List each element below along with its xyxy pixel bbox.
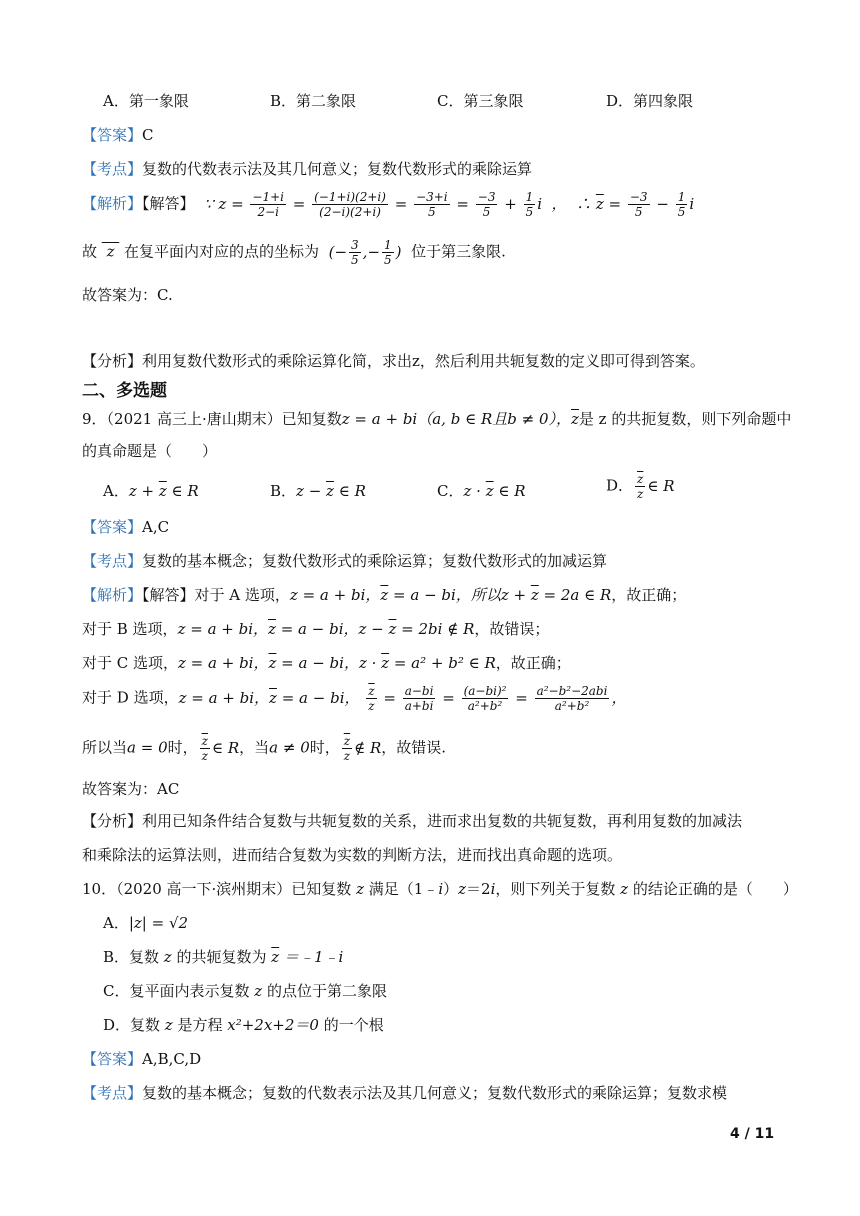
q8-point-line — [82, 238, 506, 267]
point-coord: (− $\frac{3}{5}$ ,− $\frac{1}{5}$ ) — [323, 238, 407, 267]
q8-kaodian — [82, 158, 532, 179]
text: ，故错误. — [381, 738, 447, 757]
q8-option-c: C．第三象限 — [437, 92, 524, 110]
q9-def: z = a + bi（a, b ∈ R且b ≠ 0），$\overline{z}$ — [341, 410, 579, 428]
math: a ≠ 0 — [269, 738, 310, 757]
fenxi-text: 利用已知条件结合复数与共轭复数的关系，进而求出复数的共轭复数，再利用复数的加减法 — [142, 812, 743, 830]
q9-fenxi-line1 — [82, 810, 742, 831]
label: C． — [437, 482, 464, 500]
text: 故 — [82, 242, 98, 261]
q10-kaodian — [82, 1082, 727, 1103]
q9-jiexi-line5 — [82, 734, 446, 763]
page-number: 4 / 11 — [730, 1126, 775, 1142]
math: z — [159, 948, 177, 966]
q9-option-b — [270, 480, 366, 501]
text: ，则下列关于复数 — [495, 880, 616, 898]
math: $\frac{\overline{z}}{z}$ ∉ R — [343, 734, 382, 763]
section-title: 二、多选题 — [82, 381, 167, 401]
q10-option-d — [103, 1014, 384, 1035]
q8-answer — [82, 124, 154, 145]
jieda-tag: 【解答】 — [142, 194, 195, 213]
text: 满足（1﹣ — [368, 880, 439, 898]
kaodian-tag: 【考点】 — [82, 160, 143, 178]
math: z — [351, 880, 369, 898]
answer-tag: 【答案】 — [82, 518, 143, 536]
math: z — [458, 880, 467, 898]
text: ，故错误； — [474, 620, 550, 638]
q9-fenxi-line2: 和乘除法的运算法则，进而结合复数为实数的判断方法，进而找出真命题的选项。 — [82, 846, 623, 864]
text: 的共轭复数为 — [176, 948, 267, 966]
text: B．复数 — [103, 948, 160, 966]
math: z = a + bi，$\overline{z} = a$ − bi，所以$z + \overline{z} = 2a$ ∈ R — [289, 586, 612, 604]
q10-option-c — [103, 980, 387, 1001]
label: A． — [103, 914, 129, 932]
math: i — [490, 880, 496, 898]
math: z = a + bi，$\overline{z} = a$ − bi， $\frac{\overline{z}}{z}$ = $\frac{a-bi}{a+bi}$ = $\frac{\text{(a−bi)²}}{\text{a²+b²}}$ = $\frac{\text{a²−b²−2abi}}{\text{a²+b²}}$ ， — [178, 684, 627, 713]
q8-final: 故答案为：C. — [82, 286, 173, 304]
math: |z| = √2 — [128, 914, 189, 932]
text: 的一个根 — [323, 1016, 384, 1034]
text: D．复数 — [103, 1016, 161, 1034]
math: $z - \overline{z}$ ∈ R — [296, 482, 366, 500]
q8-fenxi — [82, 350, 705, 371]
text: 对于 C 选项， — [82, 654, 179, 672]
kaodian-text: 复数的基本概念；复数的代数表示法及其几何意义；复数代数形式的乘除运算；复数求模 — [142, 1084, 728, 1102]
q9-answer — [82, 516, 169, 537]
q9-option-d — [606, 472, 675, 501]
text: 所以当 — [82, 738, 128, 757]
math: z — [160, 1016, 178, 1034]
q10-stem — [82, 878, 798, 899]
text: 9．（2021 高三上·唐山期末）已知复数 — [82, 410, 342, 428]
label: A． — [103, 482, 129, 500]
q9-jiexi-line3 — [82, 652, 571, 673]
q8-option-a: A．第一象限 — [103, 92, 189, 110]
text: ＝2 — [466, 880, 491, 898]
math: x²+2x+2＝0 — [222, 1016, 324, 1034]
text: ，故正确； — [495, 654, 571, 672]
q9-jiexi-line1 — [82, 584, 686, 605]
text: 对于 A 选项， — [194, 586, 290, 604]
fenxi-text: 利用复数代数形式的乘除运算化简，求出z，然后利用共轭复数的定义即可得到答案。 — [142, 352, 705, 370]
q8-formula: ∵ z = $\frac{-1+i}{2-i}$ = $\frac{(-1+i)(2+i)}{(2-i)(2+i)}$ = $\frac{-3+i}{5}$ = $\frac{-3}{5}$ + $\frac{1}{5}$ i ， ∴ $\overline{z}$ = $\frac{-3}{5}$ − $\frac{1}{5}$ i — [199, 190, 695, 219]
math: $\overline{z}$ ＝﹣1﹣i — [271, 948, 344, 966]
text: ，故正确； — [611, 586, 687, 604]
text: 对于 D 选项， — [82, 688, 179, 707]
text: 的点位于第二象限 — [266, 982, 387, 1000]
answer-value: A,C — [142, 518, 170, 536]
math: $\frac{\overline{z}}{z}$ ∈ R — [637, 472, 675, 501]
kaodian-tag: 【考点】 — [82, 552, 143, 570]
text: ，当 — [239, 738, 270, 757]
label: D． — [606, 476, 634, 495]
text: 位于第三象限. — [411, 242, 506, 261]
label: B． — [270, 482, 297, 500]
text: 是方程 — [177, 1016, 223, 1034]
q8-option-b: B．第二象限 — [270, 92, 357, 110]
q9-jiexi-line2 — [82, 618, 549, 639]
text: 时， — [309, 738, 340, 757]
math: z — [249, 982, 267, 1000]
math: z — [615, 880, 633, 898]
q9-option-c — [437, 480, 526, 501]
q9-option-a — [103, 480, 199, 501]
text: 10．（2020 高一下·滨州期末）已知复数 — [82, 880, 352, 898]
q9-stem-line1 — [82, 408, 791, 429]
fenxi-tag: 【分析】 — [82, 352, 143, 370]
text: C．复平面内表示复数 — [103, 982, 250, 1000]
q8-solution-line — [82, 190, 694, 219]
answer-tag: 【答案】 — [82, 126, 143, 144]
text: ） — [443, 880, 459, 898]
text: 对于 B 选项， — [82, 620, 178, 638]
text: 是 z 的共扼复数，则下列命题中 — [578, 410, 792, 428]
q10-answer — [82, 1048, 201, 1069]
kaodian-text: 复数的基本概念；复数代数形式的乘除运算；复数代数形式的加减运算 — [142, 552, 608, 570]
math: $z \cdot \overline{z}$ ∈ R — [463, 482, 526, 500]
kaodian-text: 复数的代数表示法及其几何意义；复数代数形式的乘除运算 — [142, 160, 533, 178]
text: 在复平面内对应的点的坐标为 — [124, 242, 320, 261]
text: 的结论正确的是（ ） — [632, 880, 798, 898]
jiexi-tag: 【解析】 — [82, 194, 143, 213]
q9-stem-line2: 的真命题是（ ） — [82, 442, 218, 460]
q9-final: 故答案为：AC — [82, 780, 180, 798]
fenxi-tag: 【分析】 — [82, 812, 143, 830]
q9-kaodian — [82, 550, 607, 571]
math: i — [438, 880, 444, 898]
z-bar: z — [101, 242, 120, 261]
math: $\frac{\overline{z}}{z}$ ∈ R — [201, 734, 240, 763]
jiexi-tag: 【解析】 — [82, 586, 143, 604]
math: a = 0 — [127, 738, 168, 757]
q9-jiexi-line4 — [82, 684, 626, 713]
math: $z + \overline{z}$ ∈ R — [128, 482, 199, 500]
math: z = a + bi，$\overline{z} = a$ − bi，$z - \overline{z} = 2bi$ ∉ R — [177, 620, 475, 638]
math: z = a + bi，$\overline{z} = a$ − bi，$z \cdot \overline{z} = a^2 + b^2$ ∈ R — [178, 654, 496, 672]
q10-option-a — [103, 912, 188, 933]
answer-tag: 【答案】 — [82, 1050, 143, 1068]
jieda-tag: 【解答】 — [142, 586, 195, 604]
answer-value: A,B,C,D — [142, 1050, 202, 1068]
text: 时， — [167, 738, 198, 757]
q8-option-d: D．第四象限 — [606, 92, 694, 110]
answer-value: C — [142, 126, 154, 144]
kaodian-tag: 【考点】 — [82, 1084, 143, 1102]
q10-option-b — [103, 946, 343, 967]
